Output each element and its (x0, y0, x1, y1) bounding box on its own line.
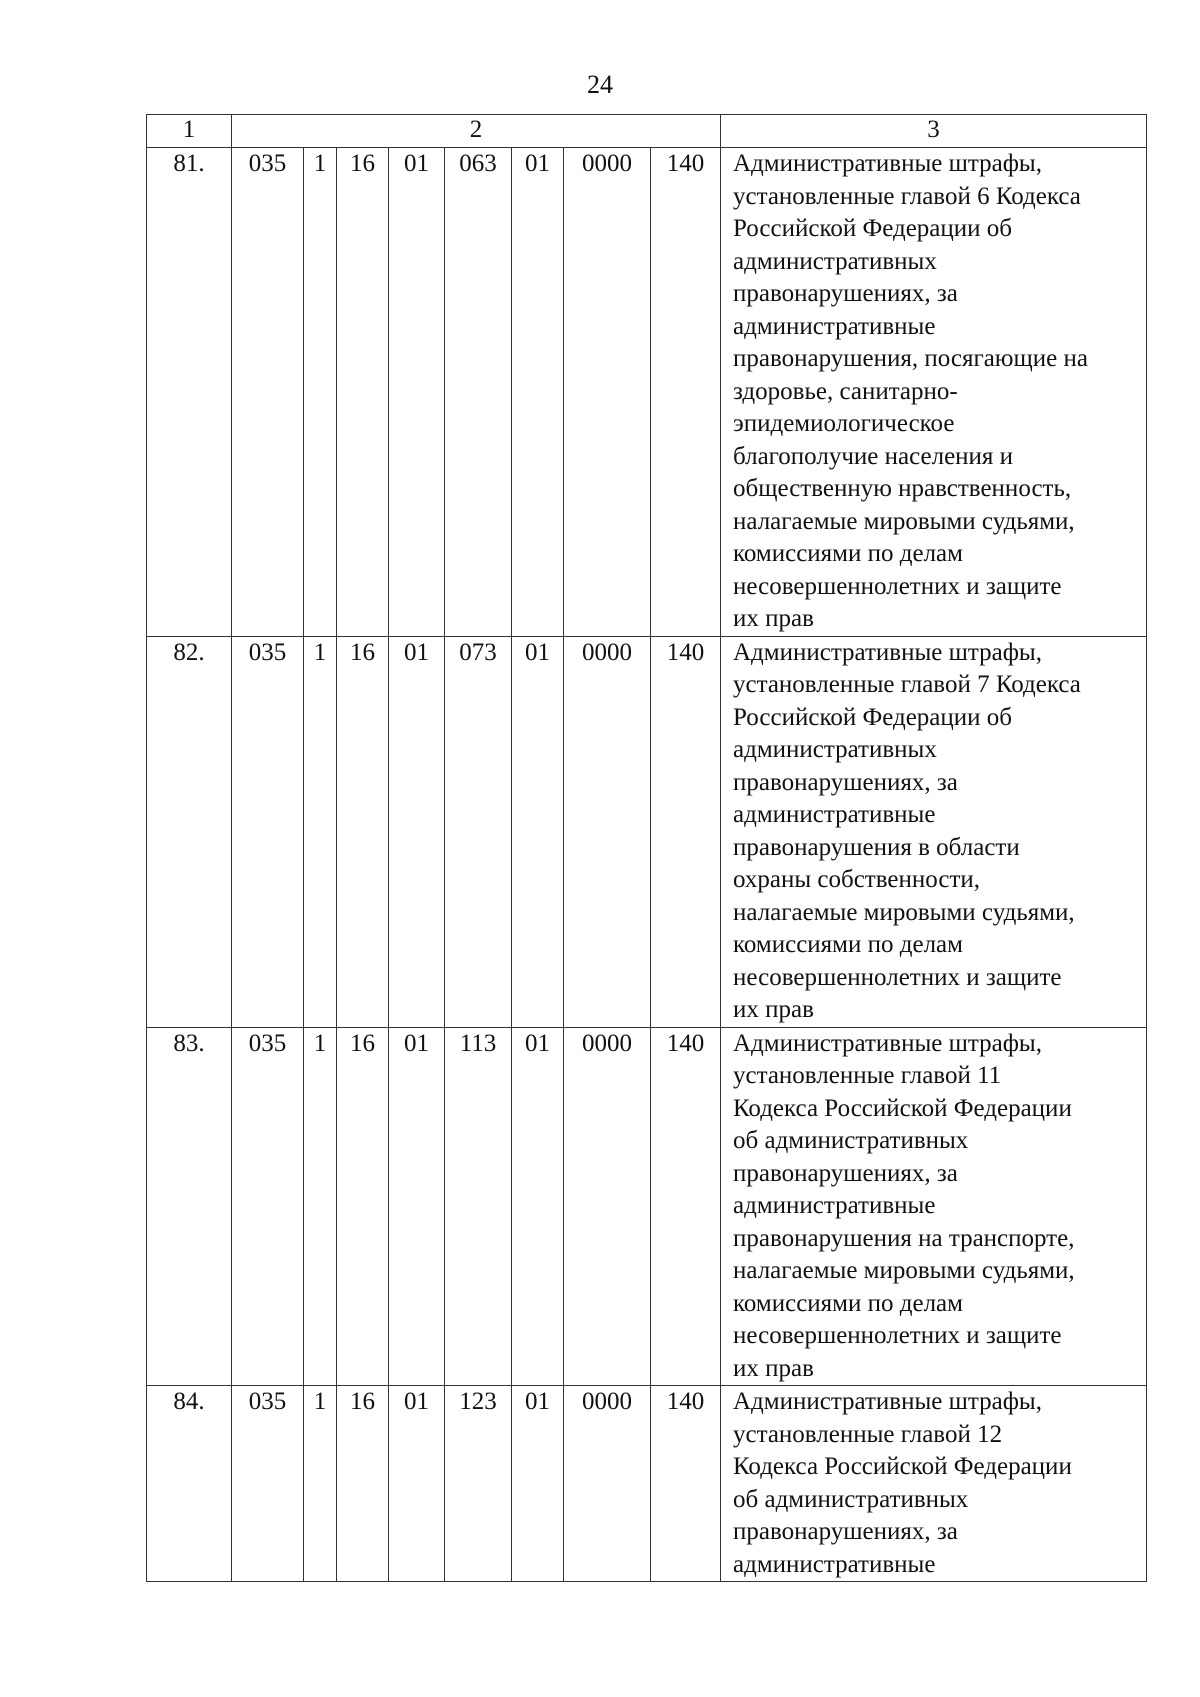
description-line: правонарушениях, за (733, 280, 958, 307)
description-line: правонарушениях, за (733, 1518, 958, 1545)
description-line: налагаемые мировыми судьями, (733, 898, 1075, 926)
code-segment-2: 1 (304, 1386, 337, 1582)
description-line: Российской Федерации об (733, 703, 1012, 731)
code-segment-5: 113 (445, 1027, 512, 1386)
code-segment-3: 16 (337, 636, 389, 1027)
description-line: административные (733, 312, 936, 340)
description-line: благополучие населения и (733, 442, 1014, 470)
row-number: 83. (147, 1027, 232, 1386)
budget-codes-table (146, 114, 1147, 1582)
table-row (147, 636, 1147, 1027)
code-segment-1: 035 (232, 1027, 304, 1386)
row-number: 84. (147, 1386, 232, 1582)
row-number: 82. (147, 636, 232, 1027)
description-line: правонарушениях, за (733, 768, 958, 796)
code-segment-8: 140 (651, 636, 721, 1027)
code-segment-1: 035 (232, 636, 304, 1027)
description-line: налагаемые мировыми судьями, (733, 1257, 1075, 1284)
description-line: административных (733, 247, 937, 275)
description-line: административные (733, 1192, 936, 1219)
description-line: общественную нравственность, (733, 475, 1072, 502)
description-line: административные (733, 1550, 936, 1578)
description-line: установленные главой 6 Кодекса (733, 182, 1081, 210)
table-row (147, 1386, 1147, 1582)
code-segment-5: 073 (445, 636, 512, 1027)
description-line: административные (733, 801, 936, 828)
code-segment-4: 01 (389, 1027, 445, 1386)
code-segment-4: 01 (389, 636, 445, 1027)
row-description (721, 148, 1147, 637)
description-line: несовершеннолетних и защите (733, 963, 1062, 991)
description-line: комиссиями по делам (733, 931, 963, 958)
description-line: административных (733, 736, 937, 763)
code-segment-3: 16 (337, 1386, 389, 1582)
code-segment-2: 1 (304, 636, 337, 1027)
description-line: Административные штрафы, (733, 150, 1042, 177)
code-segment-8: 140 (651, 1027, 721, 1386)
row-description (721, 636, 1147, 1027)
description-line: их прав (733, 1354, 814, 1382)
code-segment-7: 0000 (564, 636, 651, 1027)
description-line: Административные штрафы, (733, 1388, 1042, 1415)
code-segment-4: 01 (389, 1386, 445, 1582)
code-segment-6: 01 (512, 636, 564, 1027)
description-line: их прав (733, 605, 814, 632)
table-row (147, 1027, 1147, 1386)
table-row (147, 148, 1147, 637)
code-segment-6: 01 (512, 148, 564, 637)
description-line: Административные штрафы, (733, 1029, 1042, 1057)
description-line: правонарушения, посягающие на (733, 345, 1088, 372)
code-segment-3: 16 (337, 1027, 389, 1386)
code-segment-8: 140 (651, 148, 721, 637)
row-description (721, 1027, 1147, 1386)
header-col-1: 1 (147, 115, 232, 148)
code-segment-7: 0000 (564, 1027, 651, 1386)
description-line: несовершеннолетних и защите (733, 1322, 1062, 1349)
code-segment-1: 035 (232, 1386, 304, 1582)
description-line: правонарушения в области (733, 833, 1020, 861)
description-line: Кодекса Российской Федерации (733, 1453, 1072, 1480)
code-segment-8: 140 (651, 1386, 721, 1582)
description-line: налагаемые мировыми судьями, (733, 507, 1075, 535)
code-segment-1: 035 (232, 148, 304, 637)
code-segment-6: 01 (512, 1386, 564, 1582)
code-segment-7: 0000 (564, 148, 651, 637)
row-number: 81. (147, 148, 232, 637)
description-line: Административные штрафы, (733, 638, 1042, 666)
description-line: охраны собственности, (733, 866, 981, 893)
description-line: Кодекса Российской Федерации (733, 1094, 1072, 1122)
description-line: Российской Федерации об (733, 215, 1012, 242)
code-segment-3: 16 (337, 148, 389, 637)
row-description (721, 1386, 1147, 1582)
description-line: эпидемиологическое (733, 410, 955, 437)
description-line: комиссиями по делам (733, 1289, 963, 1317)
description-line: об административных (733, 1127, 969, 1154)
description-line: установленные главой 7 Кодекса (733, 671, 1081, 698)
description-line: несовершеннолетних и защите (733, 572, 1062, 600)
code-segment-5: 063 (445, 148, 512, 637)
header-col-2: 2 (232, 115, 721, 148)
description-line: их прав (733, 996, 814, 1023)
description-line: установленные главой 11 (733, 1062, 1002, 1089)
code-segment-4: 01 (389, 148, 445, 637)
code-segment-6: 01 (512, 1027, 564, 1386)
description-line: установленные главой 12 (733, 1420, 1003, 1448)
code-segment-2: 1 (304, 148, 337, 637)
description-line: правонарушения на транспорте, (733, 1224, 1075, 1252)
page-number: 24 (587, 70, 613, 99)
header-row (147, 115, 1147, 148)
code-segment-5: 123 (445, 1386, 512, 1582)
description-line: правонарушениях, за (733, 1159, 958, 1187)
description-line: об административных (733, 1485, 969, 1513)
description-line: здоровье, санитарно- (733, 377, 958, 405)
description-line: комиссиями по делам (733, 540, 963, 567)
header-col-3: 3 (721, 115, 1147, 148)
code-segment-7: 0000 (564, 1386, 651, 1582)
code-segment-2: 1 (304, 1027, 337, 1386)
